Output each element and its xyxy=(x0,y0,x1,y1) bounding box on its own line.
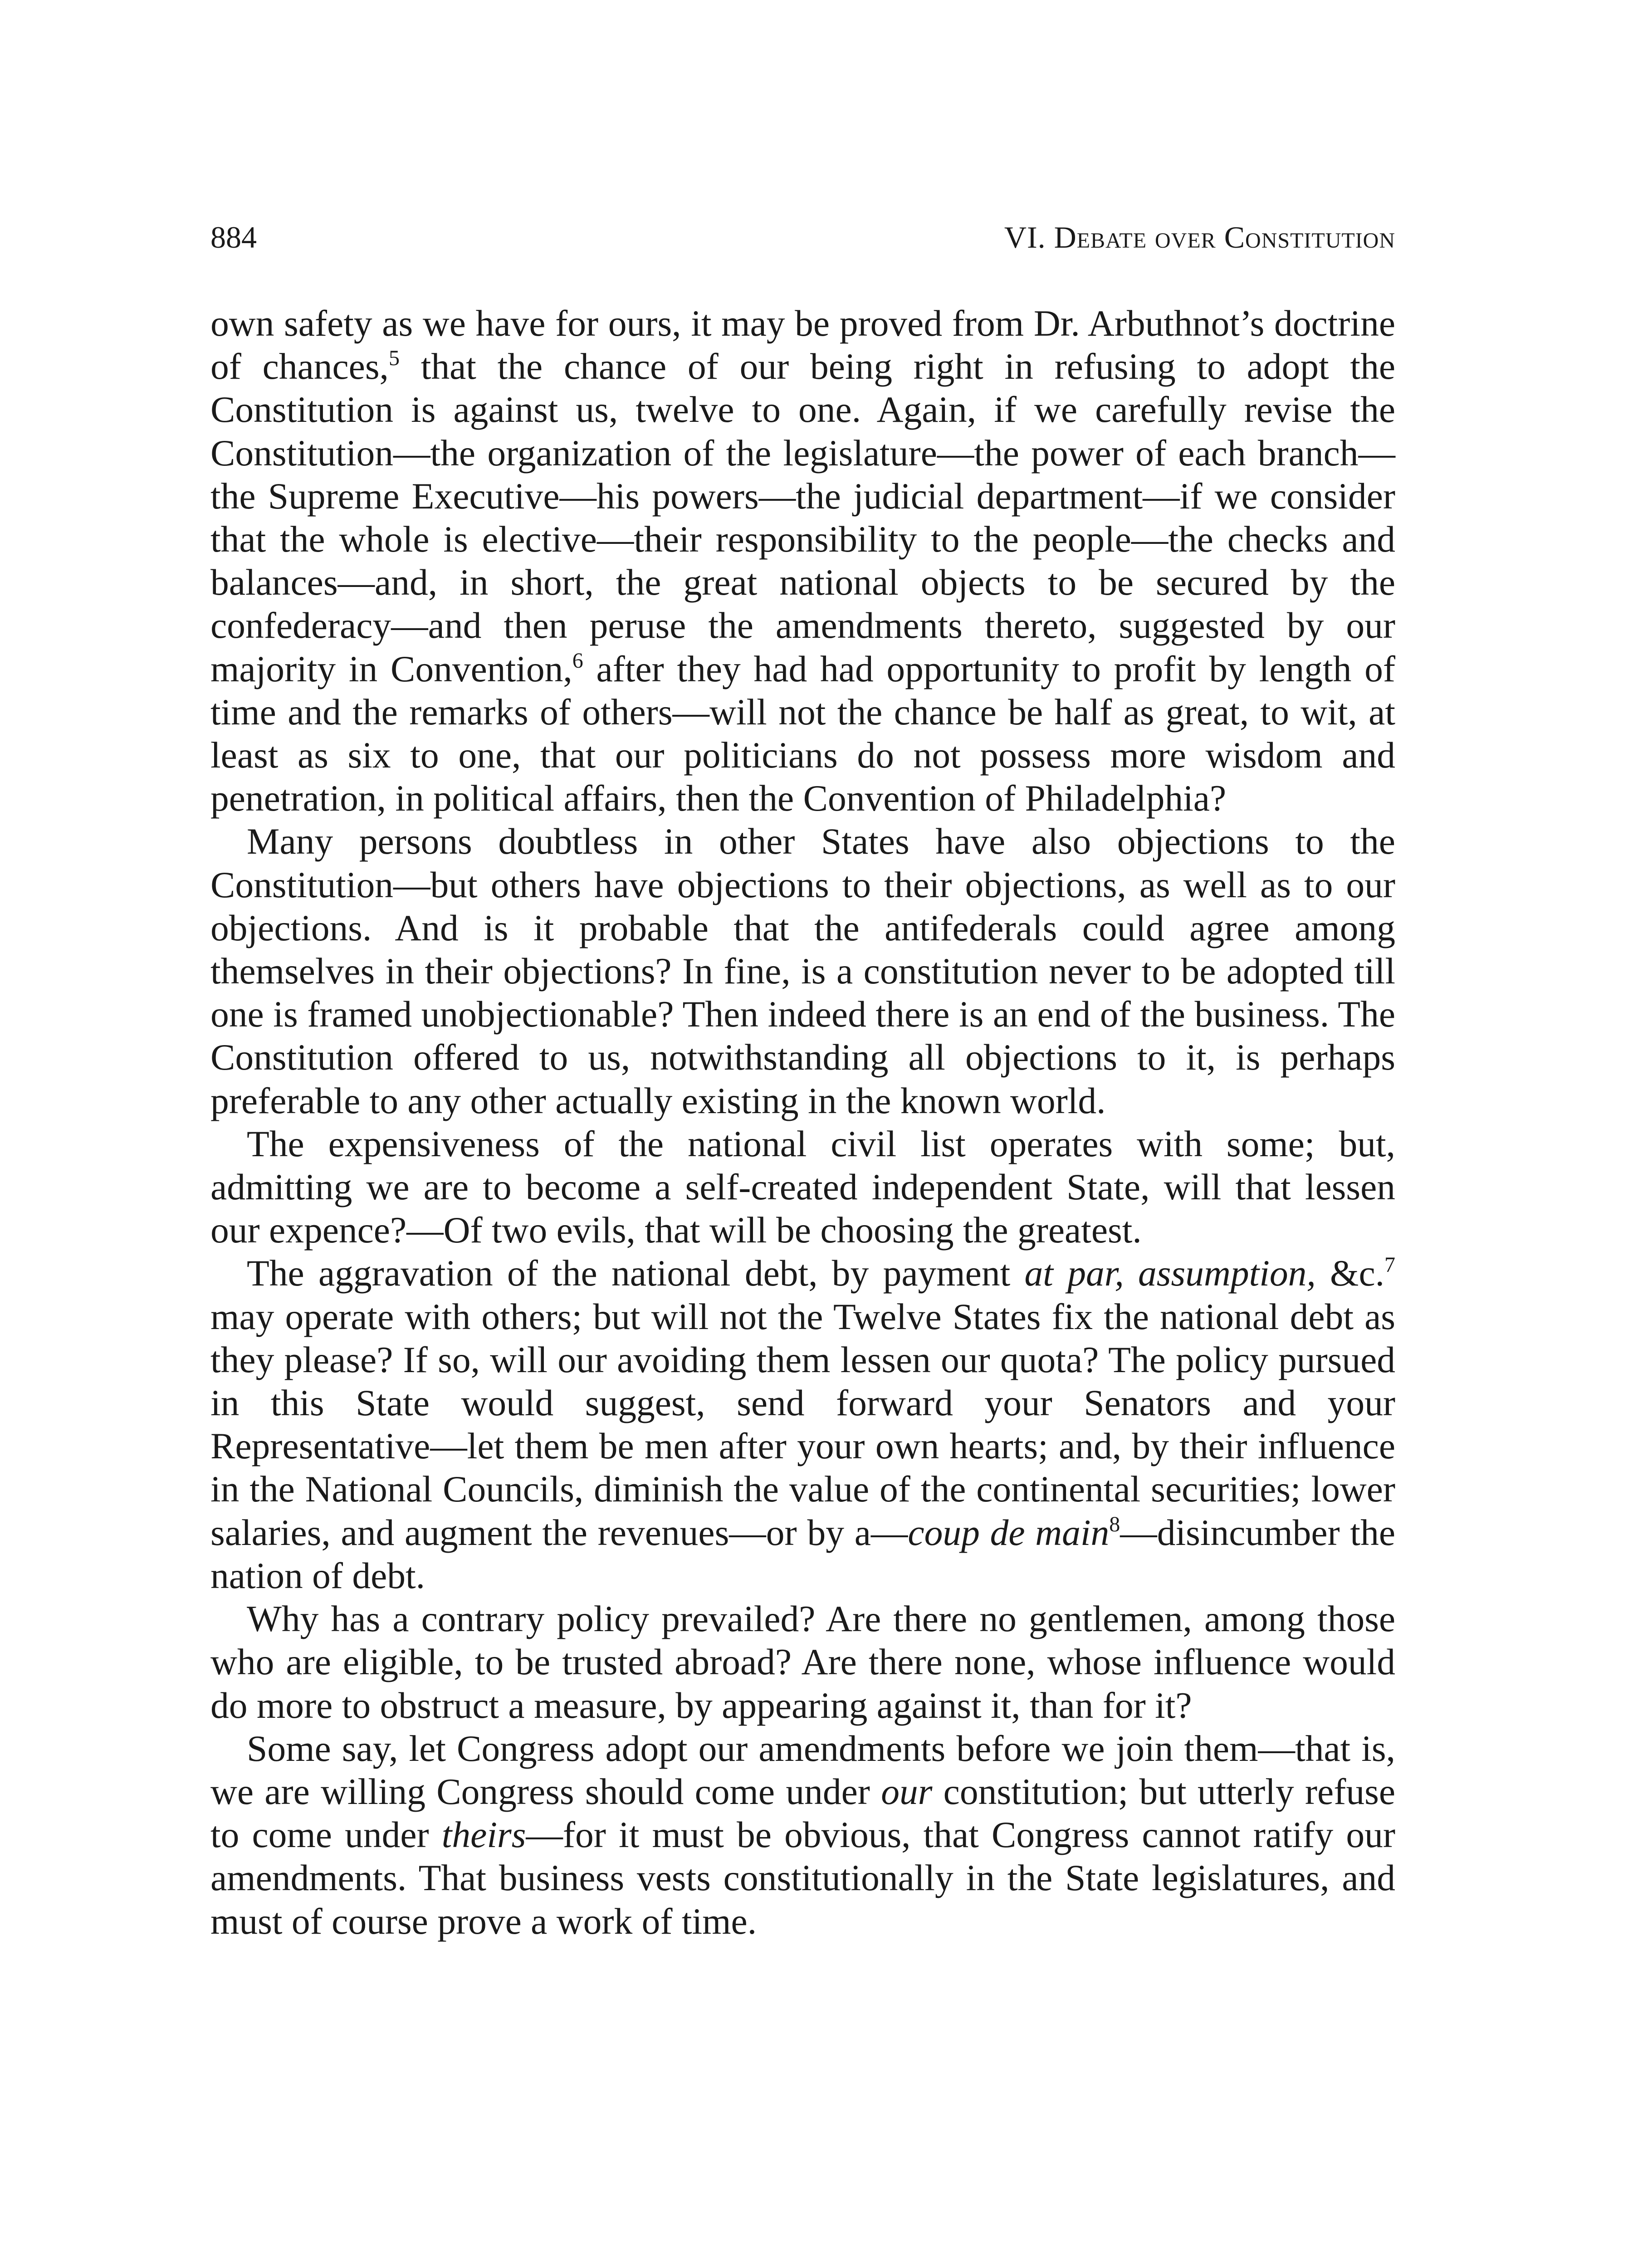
text-run: after they had had opportunity to profit by length of time and the remarks of others—will not the chance be half as great, to wit, at least as six to one, that our politicians do not possess more wisdom and penetration, in political affairs, then the Convention of Philadelphia? xyxy=(210,648,1395,819)
italic-run: our xyxy=(881,1770,933,1812)
paragraph xyxy=(210,820,1395,1122)
text-run: The aggravation of the national debt, by payment xyxy=(247,1252,1025,1294)
footnote-ref: 8 xyxy=(1109,1512,1120,1536)
paragraph xyxy=(210,1122,1395,1252)
footnote-ref: 7 xyxy=(1384,1253,1395,1277)
text-run: Some say, let Congress adopt our amendments before we join them—that is, we are willing Congress should come under xyxy=(210,1727,1395,1812)
text-run: &c. xyxy=(1315,1252,1384,1294)
paragraph xyxy=(210,1251,1395,1597)
running-head xyxy=(210,217,1395,258)
body-text xyxy=(210,302,1395,1943)
italic-run: coup de main xyxy=(908,1511,1110,1553)
text-run: —for it must be obvious, that Congress cannot ratify our amendments. That business vests constitutionally in the State legislatures, and must of course prove a work of time. xyxy=(210,1814,1396,1942)
paragraph xyxy=(210,302,1395,820)
section-title: VI. Debate over Constitution xyxy=(1004,220,1395,254)
text-run: Many persons doubtless in other States have also objections to the Constitution—but others have objections to their objections, as well as to our objections. And is it probable that the antifederals could agree among themselves in their objections? In fine, is a constitution never to be adopted till one is framed unobjectionable? Then indeed there is an end of the business. The Constitution offered to us, notwithstanding all objections to it, is perhaps preferable to any other actually existing in the known world. xyxy=(210,821,1395,1121)
italic-run: at par, assumption, xyxy=(1024,1252,1316,1294)
paragraph xyxy=(210,1597,1395,1727)
text-run: —disincumber the nation of debt. xyxy=(210,1511,1395,1596)
footnote-ref: 5 xyxy=(388,346,400,371)
italic-run: theirs xyxy=(441,1814,526,1856)
text-run: The expensiveness of the national civil list operates with some; but, admitting we are to become a self-created independent State, will that lessen our expence?—Of two evils, that will be choosing the greatest. xyxy=(210,1123,1395,1251)
text-run: may operate with others; but will not the Twelve States fix the national debt as they please? If so, will our avoiding them lessen our quota? The policy pursued in this State would suggest, send forward your Senators and your Representative—let them be men after your own hearts; and, by their influence in the National Councils, diminish the value of the continental securities; lower salaries, and augment the revenues—or by a— xyxy=(210,1295,1395,1553)
text-run: own safety as we have for ours, it may be proved from Dr. Arbuthnot’s doctrine of chances, xyxy=(210,303,1395,387)
text-run: Why has a contrary policy prevailed? Are there no gentlemen, among those who are eligible, to be trusted abroad? Are there none, whose influence would do more to obstruct a measure, by appearing against it, than for it? xyxy=(210,1598,1395,1726)
paragraph xyxy=(210,1727,1395,1943)
text-run: that the chance of our being right in refusing to adopt the Constitution is against us, twelve to one. Again, if we carefully revise the Constitution—the organization of the legislature—the power of each branch—the Supreme Executive—his powers—the judicial department—if we consider that the whole is elective—their responsibility to the people—the checks and balances—and, in short, the great national objects to be secured by the confederacy—and then peruse the amendments thereto, suggested by our majority in Convention, xyxy=(210,346,1395,689)
footnote-ref: 6 xyxy=(572,648,583,673)
page-number: 884 xyxy=(210,220,257,254)
text-run: constitution; but utterly refuse to come under xyxy=(210,1770,1396,1856)
